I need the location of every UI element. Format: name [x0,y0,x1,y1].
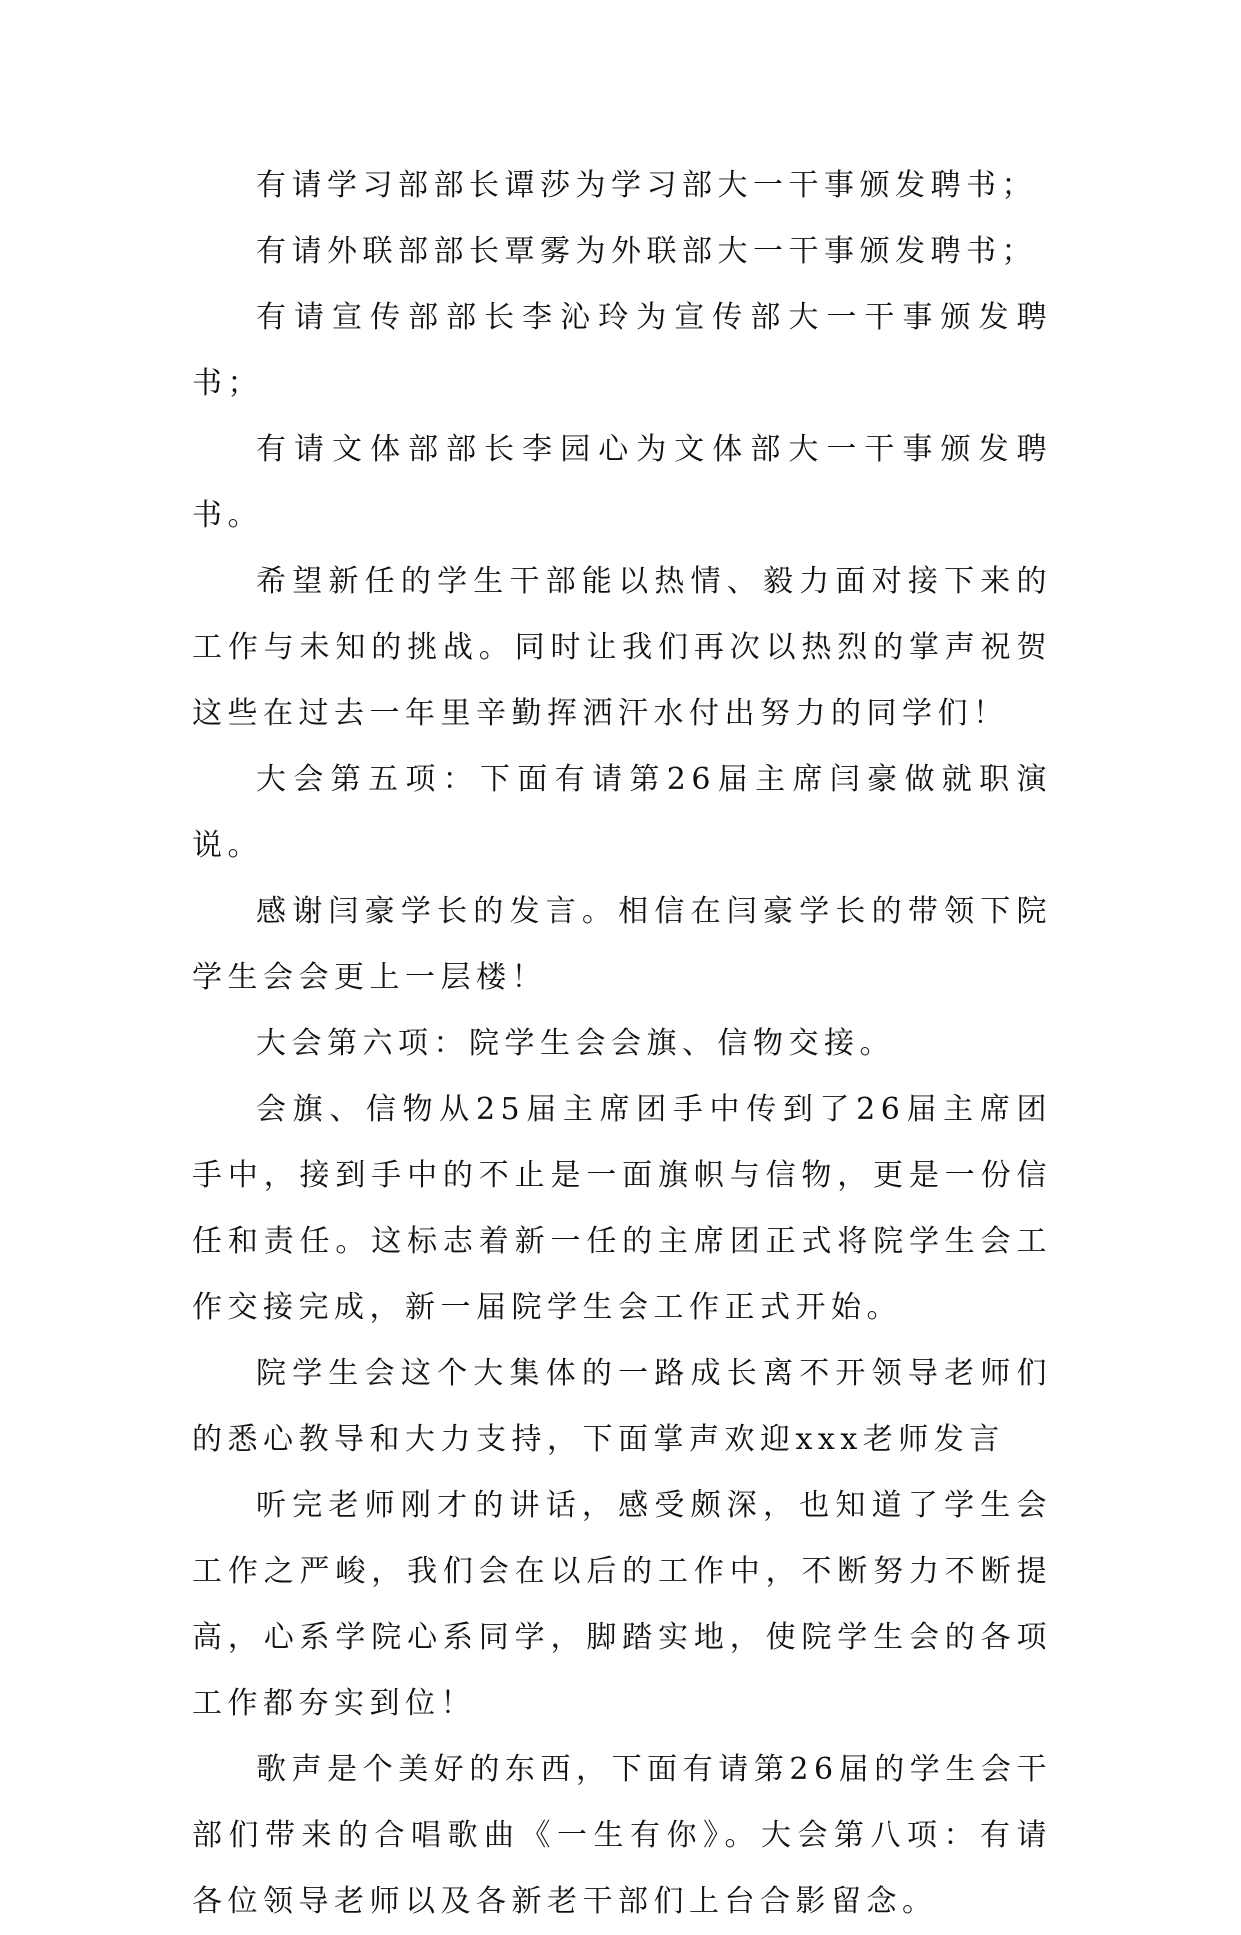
paragraph: 有请学习部部长谭莎为学习部大一干事颁发聘书； [256,168,1037,203]
paragraph: 院学生会这个大集体的一路成长离不开领导老师们的悉心教导和大力支持，下面掌声欢迎xxx老师发言 [192,1356,1052,1457]
paragraph: 会旗、信物从25届主席团手中传到了26届主席团手中，接到手中的不止是一面旗帜与信物，更是一份信任和责任。这标志着新一任的主席团正式将院学生会工作交接完成，新一届院学生会工作正式开始。 [192,1092,1052,1325]
paragraph: 大会第六项：院学生会会旗、信物交接。 [256,1026,895,1061]
paragraph: 有请文体部部长李园心为文体部大一干事颁发聘书。 [192,432,1052,533]
paragraph: 歌声是个美好的东西，下面有请第26届的学生会干部们带来的合唱歌曲《一生有你》。大会第八项：有请各位领导老师以及各新老干部们上台合影留念。 [192,1752,1052,1919]
paragraph: 听完老师刚才的讲话，感受颇深，也知道了学生会工作之严峻，我们会在以后的工作中，不断努力不断提高，心系学院心系同学，脚踏实地，使院学生会的各项工作都夯实到位！ [192,1488,1052,1721]
paragraph: 有请宣传部部长李沁玲为宣传部大一干事颁发聘书； [192,300,1052,401]
paragraph: 希望新任的学生干部能以热情、毅力面对接下来的工作与未知的挑战。同时让我们再次以热烈的掌声祝贺这些在过去一年里辛勤挥洒汗水付出努力的同学们！ [192,564,1052,731]
paragraph: 有请外联部部长覃雾为外联部大一干事颁发聘书； [256,234,1037,269]
paragraph: 大会第五项：下面有请第26届主席闫豪做就职演说。 [192,762,1052,863]
paragraph: 感谢闫豪学长的发言。相信在闫豪学长的带领下院学生会会更上一层楼！ [192,894,1052,995]
document-body [192,153,1052,1935]
